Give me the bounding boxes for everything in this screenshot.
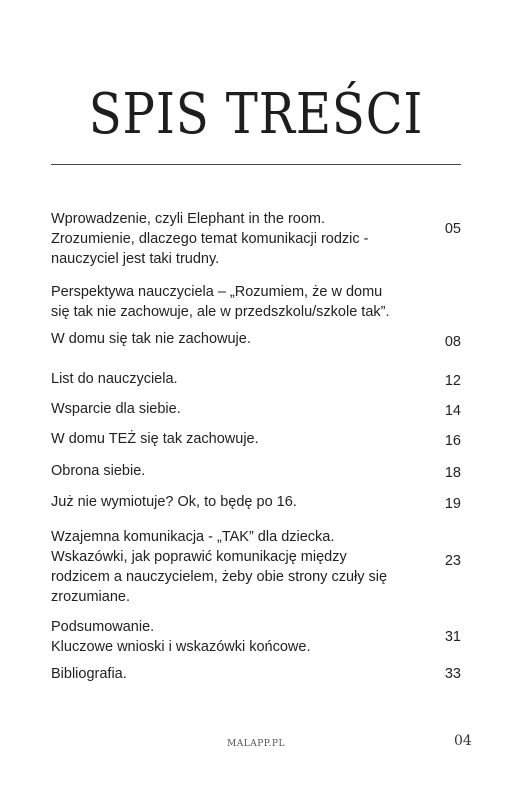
toc-entry-title: Bibliografia. (51, 666, 127, 682)
footer-site-name: MALAPP.PL (227, 739, 285, 749)
toc-entry-title: Wsparcie dla siebie. (51, 401, 181, 417)
toc-entry-introduction[interactable] (51, 209, 463, 269)
toc-entry-home-behavior[interactable] (51, 329, 463, 349)
toc-page-number: 12 (444, 373, 461, 389)
toc-entry-title: List do nauczyciela. (51, 371, 178, 387)
toc-entry-title: W domu się tak nie zachowuje. (51, 331, 251, 347)
toc-page-number: 19 (444, 496, 461, 512)
toc-entry-no-vomiting[interactable] (51, 492, 463, 512)
toc-entry-title: Wprowadzenie, czyli Elephant in the room. Zrozumienie, dlaczego temat komunikacji rodzic - nauczyciel jest taki trudny. (51, 211, 369, 267)
toc-page-number: 05 (444, 221, 461, 237)
toc-entry-letter-to-teacher[interactable] (51, 369, 463, 389)
toc-entry-title: Wzajemna komunikacja - „TAK” dla dziecka. Wskazówki, jak poprawić komunikację między rodzicem a nauczycielem, żeby obie strony czuły się zrozumiane. (51, 529, 388, 605)
toc-entry-title: Perspektywa nauczyciela – „Rozumiem, że w domu się tak nie zachowuje, ale w przedszkolu/szkole tak”. (51, 284, 390, 320)
footer-page-number: 04 (454, 733, 472, 749)
toc-entry-title: Już nie wymiotuje? Ok, to będę po 16. (51, 494, 297, 510)
toc-page-number: 08 (444, 334, 461, 350)
toc-page-number: 16 (444, 433, 461, 449)
toc-page-number: 18 (444, 465, 461, 481)
toc-entry-teacher-perspective[interactable] (51, 282, 463, 322)
toc-page-number: 31 (444, 629, 461, 645)
toc-page-number: 23 (444, 553, 461, 569)
toc-entry-bibliography[interactable] (51, 664, 463, 684)
toc-entry-title: Podsumowanie. Kluczowe wnioski i wskazówki końcowe. (51, 619, 311, 655)
toc-page-number: 33 (444, 666, 461, 682)
toc-page-number: 14 (444, 403, 461, 419)
toc-entry-title: W domu TEŻ się tak zachowuje. (51, 431, 259, 447)
toc-entry-home-also-behavior[interactable] (51, 429, 463, 449)
toc-entry-title: Obrona siebie. (51, 463, 146, 479)
toc-entry-mutual-communication[interactable] (51, 527, 463, 607)
title-divider (51, 164, 461, 165)
toc-entry-self-defense[interactable] (51, 461, 463, 481)
page-title: SPIS TREŚCI (88, 82, 424, 147)
toc-entry-self-support[interactable] (51, 399, 463, 419)
toc-entry-summary[interactable] (51, 617, 463, 657)
